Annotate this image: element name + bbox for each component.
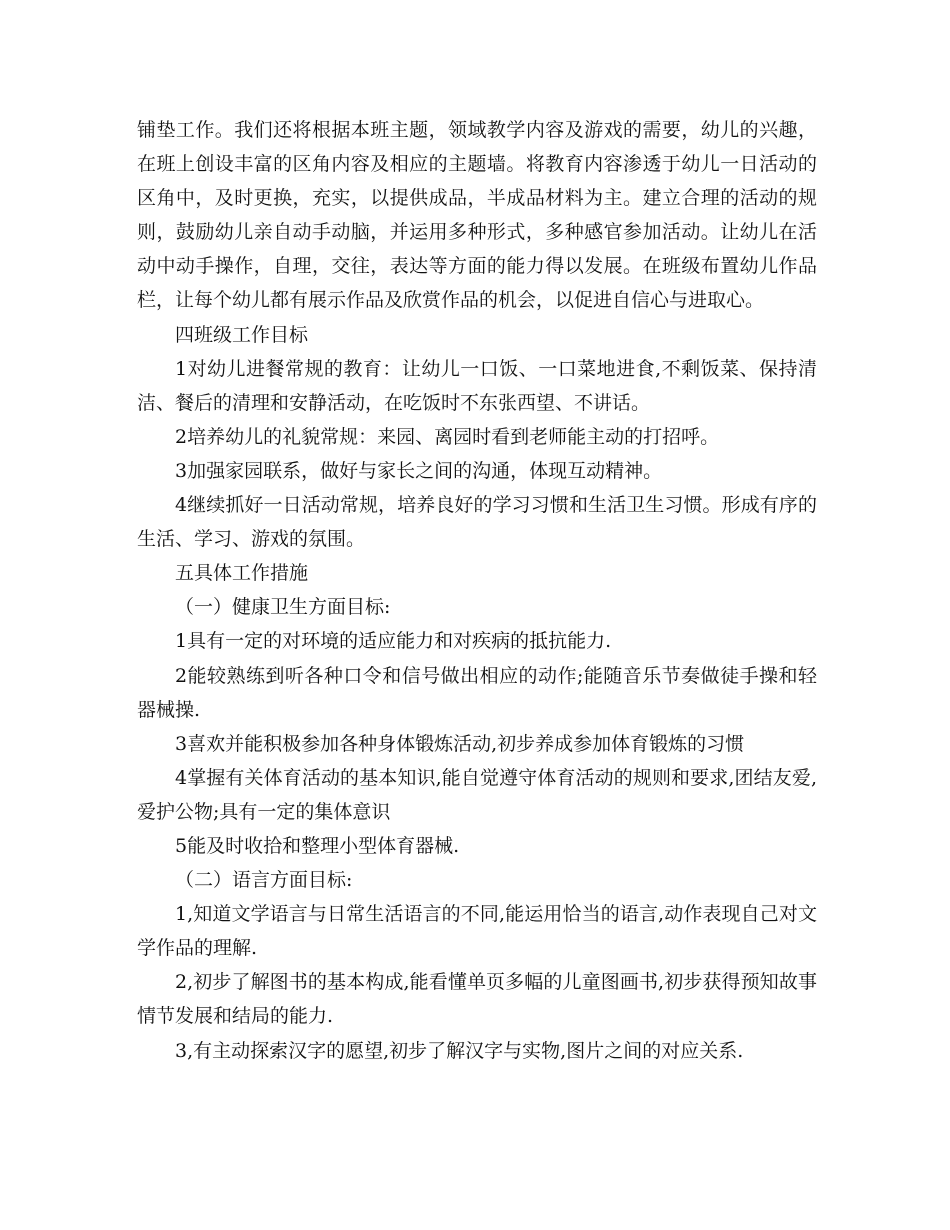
section-heading-measures: 五具体工作措施 [175,562,309,585]
health-item-4: 4掌握有关体育活动的基本知识,能自觉遵守体育活动的规则和要求,团结友爱,爱护公物;具有一定的集体意识 [137,766,817,823]
health-item-1: 1具有一定的对环境的适应能力和对疾病的抵抗能力. [175,630,612,653]
language-item-1: 1,知道文学语言与日常生活语言的不同,能运用恰当的语言,动作表现自己对文学作品的理解. [137,903,817,960]
subsection-heading-health: （一）健康卫生方面目标: [175,596,391,619]
goal-item-2: 2培养幼儿的礼貌常规：来园、离园时看到老师能主动的打招呼。 [175,425,720,448]
goal-item-1: 1对幼儿进餐常规的教育：让幼儿一口饭、一口菜地进食,不剩饭菜、保持清洁、餐后的清理和安静活动，在吃饭时不东张西望、不讲话。 [137,357,817,414]
subsection-heading-language: （二）语言方面目标: [175,869,353,892]
goal-item-4: 4继续抓好一日活动常规，培养良好的学习习惯和生活卫生习惯。形成有序的生活、学习、游戏的氛围。 [137,494,817,551]
health-item-2: 2能较熟练到听各种口令和信号做出相应的动作;能随音乐节奏做徒手操和轻器械操. [137,664,817,721]
language-item-3: 3,有主动探索汉字的愿望,初步了解汉字与实物,图片之间的对应关系. [175,1039,744,1062]
document-body [137,113,817,1068]
paragraph-intro-continuation: 铺垫工作。我们还将根据本班主题，领域教学内容及游戏的需要，幼儿的兴趣，在班上创设丰富的区角内容及相应的主题墙。将教育内容渗透于幼儿一日活动的区角中，及时更换，充实，以提供成品，半成品材料为主。建立合理的活动的规则，鼓励幼儿亲自动手动脑，并运用多种形式，多种感官参加活动。让幼儿在活动中动手操作，自理，交往，表达等方面的能力得以发展。在班级布置幼儿作品栏，让每个幼儿都有展示作品及欣赏作品的机会，以促进自信心与进取心。 [137,119,817,312]
health-item-3: 3喜欢并能积极参加各种身体锻炼活动,初步养成参加体育锻炼的习惯 [175,732,745,755]
language-item-2: 2,初步了解图书的基本构成,能看懂单页多幅的儿童图画书,初步获得预知故事情节发展和结局的能力. [137,971,817,1028]
health-item-5: 5能及时收拾和整理小型体育器械. [175,834,460,857]
section-heading-class-goals: 四班级工作目标 [175,323,309,346]
goal-item-3: 3加强家园联系，做好与家长之间的沟通，体现互动精神。 [175,459,663,482]
